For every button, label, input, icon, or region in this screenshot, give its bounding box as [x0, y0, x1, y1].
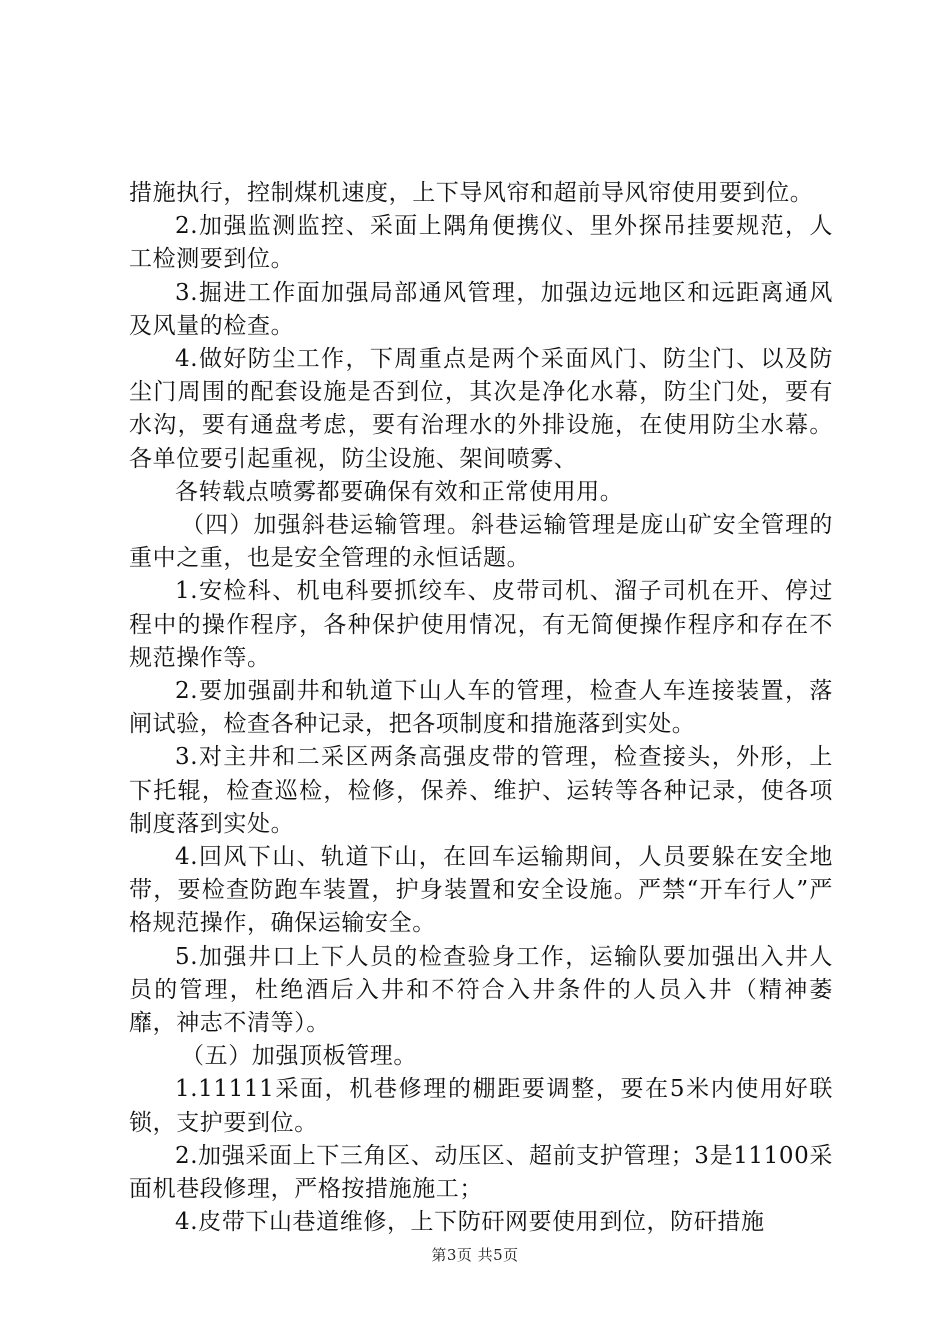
paragraph-13: 2.加强采面上下三角区、动压区、超前支护管理；3是11100采面机巷段修理，严格按措施施工；: [129, 1142, 833, 1203]
paragraph-5: （四）加强斜巷运输管理。斜巷运输管理是庞山矿安全管理的重中之重，也是安全管理的永恒话题。: [129, 512, 833, 572]
paragraph-3: 4.做好防尘工作，下周重点是两个采面风门、防尘门、以及防尘门周围的配套设施是否到位，其次是净化水幕，防尘门处，要有水沟，要有通盘考虑，要有治理水的外排设施，在使用防尘水幕。各单位要引起重视，防尘设施、架间喷雾、: [129, 346, 833, 472]
document-body: [129, 177, 833, 1240]
paragraph-4: 各转载点喷雾都要确保有效和正常使用用。: [175, 478, 624, 505]
paragraph-10: 5.加强井口上下人员的检查验身工作，运输队要加强出入井人员的管理，杜绝酒后入井和不符合入井条件的人员入井（精神萎靡，神志不清等）。: [129, 943, 833, 1037]
paragraph-12: 1.11111采面，机巷修理的棚距要调整，要在5米内使用好联锁，支护要到位。: [129, 1076, 833, 1136]
paragraph-1: 2.加强监测监控、采面上隅角便携仪、里外探吊挂要规范，人工检测要到位。: [129, 213, 833, 273]
paragraph-6: 1.安检科、机电科要抓绞车、皮带司机、溜子司机在开、停过程中的操作程序，各种保护使用情况，有无简便操作程序和存在不规范操作等。: [129, 578, 833, 671]
paragraph-8: 3.对主井和二采区两条高强皮带的管理，检查接头，外形，上下托辊，检查巡检，检修，保养、维护、运转等各种记录，使各项制度落到实处。: [129, 744, 833, 837]
paragraph-11: （五）加强顶板管理。: [181, 1043, 417, 1070]
paragraph-2: 3.掘进工作面加强局部通风管理，加强边远地区和远距离通风及风量的检查。: [129, 279, 833, 339]
page-footer: [0, 1244, 950, 1265]
paragraph-9: 4.回风下山、轨道下山，在回车运输期间，人员要躲在安全地带，要检查防跑车装置，护身装置和安全设施。严禁“开车行人”严格规范操作，确保运输安全。: [129, 844, 833, 937]
page-number-label: 第3页 共5页: [431, 1246, 519, 1264]
paragraph-0: 措施执行，控制煤机速度，上下导风帘和超前导风帘使用要到位。: [129, 180, 814, 206]
paragraph-7: 2.要加强副井和轨道下山人车的管理，检查人车连接装置，落闸试验，检查各种记录，把各项制度和措施落到实处。: [129, 678, 833, 738]
paragraph-14: 4.皮带下山巷道维修，上下防矸网要使用到位，防矸措施: [175, 1209, 765, 1236]
